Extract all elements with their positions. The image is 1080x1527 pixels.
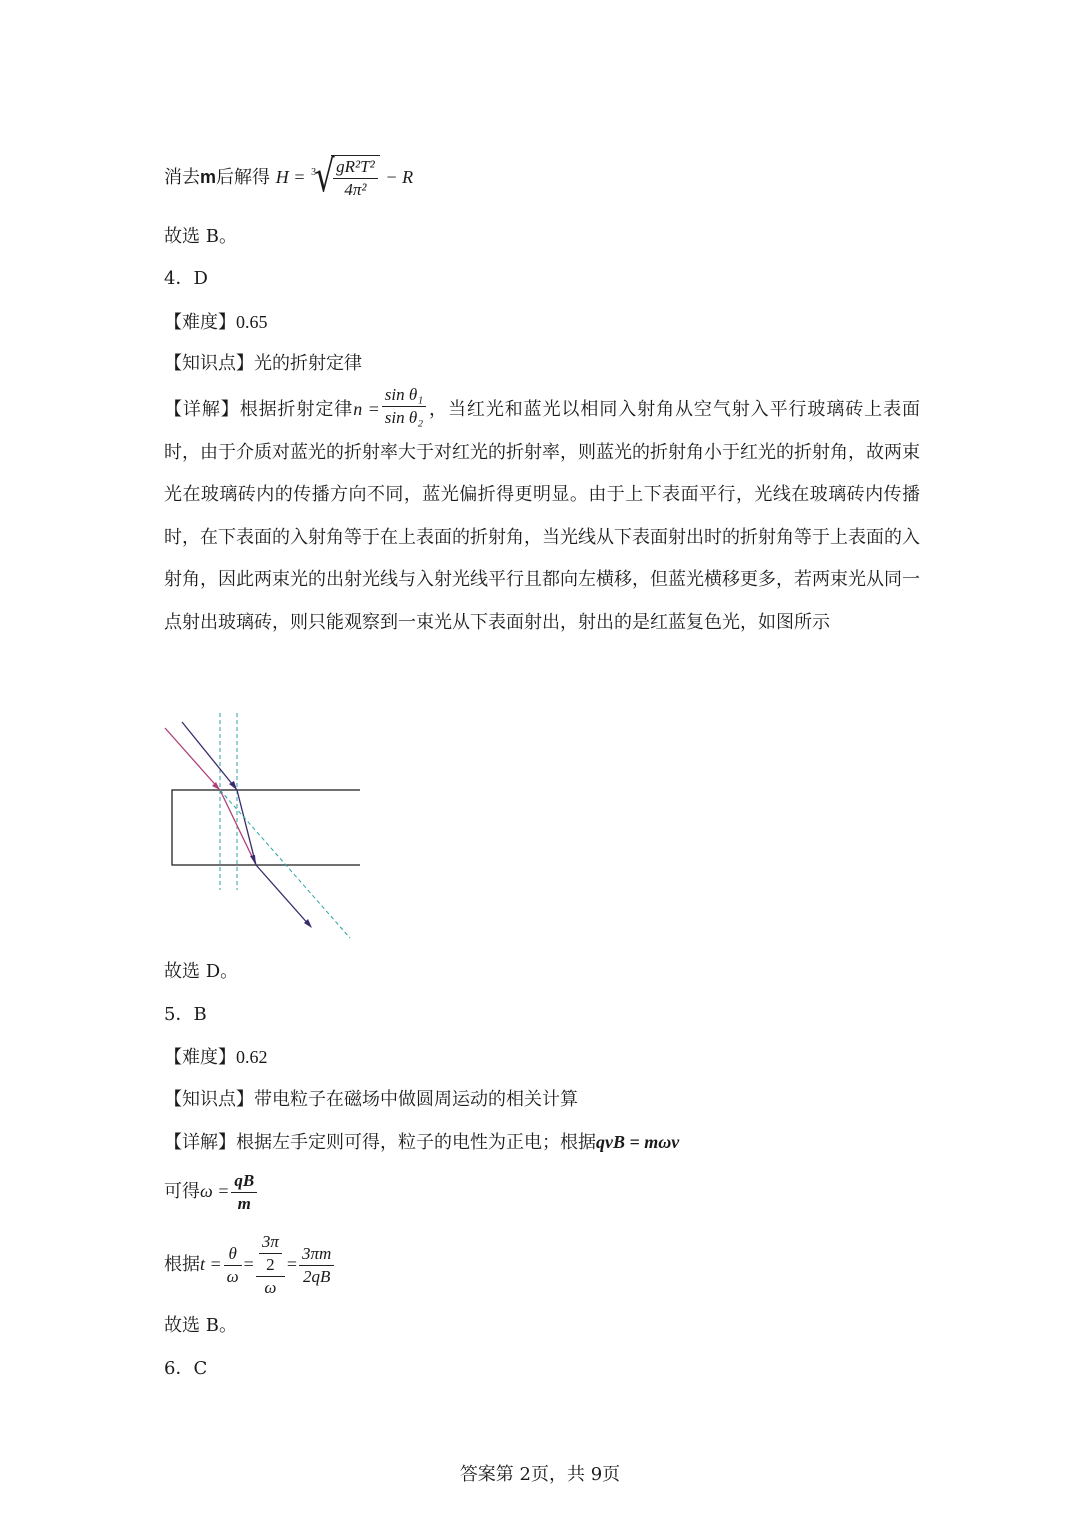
- q5-f2-num-den: 2: [266, 1255, 275, 1274]
- dashed-reference-ray: [220, 790, 350, 938]
- line1-var-m: m: [200, 167, 217, 187]
- q4-formula-fraction: [382, 384, 426, 429]
- q6-heading: 6．C: [164, 1358, 208, 1379]
- q4-detail-rest: ，当红光和蓝光以相同入射角从空气射入平行玻璃砖上表面时，由于介质对蓝光的折射率大于对红光的折射率，则蓝光的折射角小于红光的折射角，故两束光在玻璃砖内的传播方向不同，蓝光偏折得更明显。由于上下表面平行，光线在玻璃砖内传播时，在下表面的入射角等于在上表面的折射角，当光线从下表面射出时的折射角等于上表面的入射角，因此两束光的出射光线与入射光线平行且都向左横移，但蓝光横移更多，若两束光从同一点射出玻璃砖，则只能观察到一束光从下表面射出，射出的是红蓝复色光，如图所示: [164, 399, 921, 633]
- q5-omega-fraction: [231, 1170, 257, 1215]
- q5-f3-den: 2qB: [302, 1266, 331, 1286]
- q4-choice: 故选 D。: [164, 961, 239, 982]
- q4-difficulty: [164, 309, 268, 336]
- q5-line2-prefix: 可得: [164, 1181, 200, 1202]
- q5-f3-num: 3πm: [299, 1243, 334, 1266]
- line-eliminate-m: [164, 151, 414, 202]
- q4-detail-paragraph: [164, 384, 921, 644]
- q5-time-line: [164, 1226, 336, 1302]
- q5-line2-num: qB: [231, 1170, 257, 1193]
- q5-choice: 故选 B。: [164, 1315, 237, 1336]
- radical-sign-icon: √: [315, 151, 335, 202]
- q5-f1-den: ω: [226, 1266, 239, 1286]
- q4-knowledge-label: 【知识点】: [164, 353, 254, 374]
- q5-line3-lhs: t =: [200, 1254, 222, 1274]
- q5-detail-text: 根据左手定则可得，粒子的电性为正电；根据: [236, 1132, 596, 1153]
- q4-difficulty-value: 0.65: [236, 312, 268, 332]
- line1-mid: 后解得: [216, 167, 271, 188]
- q4-difficulty-label: 【难度】: [164, 312, 236, 333]
- q4-formula-lhs: n =: [353, 399, 380, 419]
- root-index: 3: [311, 167, 317, 178]
- q5-line3-prefix: 根据: [164, 1254, 200, 1275]
- page-footer: 答案第 2页，共 9页: [459, 1464, 621, 1485]
- q5-compound-num: [256, 1231, 285, 1277]
- red-refracted-ray: [220, 790, 256, 865]
- q5-line3-eq2: =: [286, 1254, 298, 1274]
- cube-root: [311, 151, 380, 202]
- refraction-diagram: [160, 710, 360, 945]
- q5-difficulty-value: 0.62: [236, 1047, 268, 1067]
- radicand-den: 4π²: [344, 180, 367, 199]
- glass-slab: [172, 790, 360, 865]
- q4-detail-lead: 根据折射定律: [239, 399, 354, 420]
- q5-theta-over-omega: [224, 1243, 242, 1288]
- q4-knowledge-value: 光的折射定律: [254, 353, 362, 374]
- q5-f2-den: ω: [264, 1278, 277, 1297]
- radicand-num: gR²T²: [333, 156, 378, 179]
- radicand: [331, 155, 380, 201]
- line1-prefix: 消去: [164, 167, 200, 188]
- q5-heading: 5．B: [164, 1004, 207, 1025]
- q5-detail-label: 【详解】: [164, 1132, 236, 1153]
- q5-detail: [164, 1129, 679, 1156]
- q5-inner-fraction: [259, 1231, 282, 1276]
- answer3-choice: 故选 B。: [164, 226, 237, 247]
- q4-formula-num: sin θ₁: [382, 384, 426, 407]
- q5-line3-eq: =: [243, 1254, 254, 1274]
- q5-f2-num-num: 3π: [259, 1231, 282, 1254]
- q5-difficulty-label: 【难度】: [164, 1047, 236, 1068]
- q5-compound-fraction: [256, 1231, 285, 1299]
- arrowhead-mid-icon: [250, 855, 256, 865]
- q5-knowledge: [164, 1087, 578, 1113]
- q5-knowledge-value: 带电粒子在磁场中做圆周运动的相关计算: [254, 1089, 578, 1110]
- q4-heading: 4．D: [164, 268, 208, 289]
- q5-knowledge-label: 【知识点】: [164, 1089, 254, 1110]
- q5-line2-lhs: ω =: [200, 1181, 230, 1201]
- emergent-ray: [256, 865, 310, 926]
- q5-detail-formula: qvB = mωv: [596, 1132, 680, 1152]
- line1-eq-lhs: H =: [275, 167, 306, 187]
- q5-omega-line: [164, 1166, 259, 1216]
- radicand-fraction: [333, 156, 378, 201]
- line1-tail: − R: [385, 167, 414, 187]
- q5-f1-num: θ: [224, 1243, 242, 1266]
- q4-detail-label: 【详解】: [164, 399, 240, 420]
- q5-result-fraction: [299, 1243, 334, 1288]
- q4-formula-den: sin θ₂: [384, 407, 424, 427]
- q5-line2-den: m: [237, 1193, 251, 1213]
- q4-knowledge: [164, 351, 362, 377]
- q5-difficulty: [164, 1044, 268, 1071]
